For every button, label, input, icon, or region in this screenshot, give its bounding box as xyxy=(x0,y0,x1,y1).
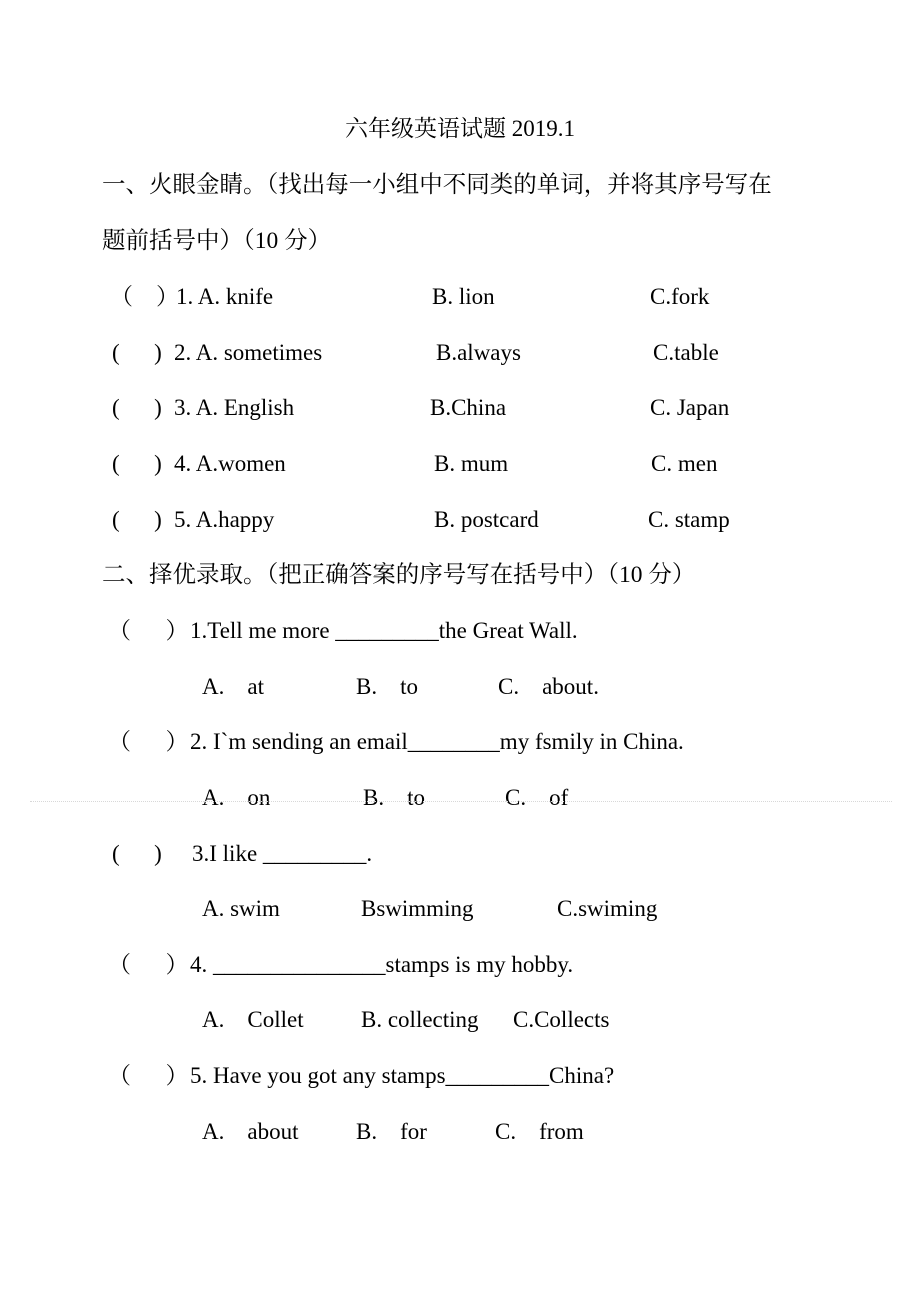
s2-q3-option-b: Bswimming xyxy=(361,896,474,921)
s2-q5-option-b: B. for xyxy=(356,1119,427,1144)
s1-q4-option-b: B. mum xyxy=(434,451,509,476)
s2-q4-text: 4. _______________stamps is my hobby. xyxy=(190,952,574,977)
s2-q3-option-a: A. swim xyxy=(202,896,280,921)
s1-q4-option-c: C. men xyxy=(651,451,718,476)
s1-q2-option-a: 2. A. sometimes xyxy=(174,340,323,365)
s1-q5-bracket: ( ) xyxy=(112,507,162,532)
s2-q3-text: 3.I like _________. xyxy=(192,841,373,866)
s1-q1-bracket: （ ） xyxy=(110,284,179,309)
page-divider xyxy=(30,801,892,802)
s1-q3-option-b: B.China xyxy=(430,395,507,420)
s2-q5-option-a: A. about xyxy=(202,1119,299,1144)
s2-q2-option-b: B. to xyxy=(363,785,425,810)
s2-q4-option-b: B. collecting xyxy=(361,1007,479,1032)
s1-q3-option-a: 3. A. English xyxy=(174,395,295,420)
s2-q5-bracket: （ ） xyxy=(108,1063,189,1088)
s1-q3-bracket: ( ) xyxy=(112,395,162,420)
s2-q4-option-c: C.Collects xyxy=(513,1007,610,1032)
s2-q3-bracket: ( ) xyxy=(112,841,162,866)
s1-q1-option-a: 1. A. knife xyxy=(176,284,274,309)
s2-q1-option-a: A. at xyxy=(202,674,264,699)
s1-q2-option-b: B.always xyxy=(436,340,521,365)
s1-q5-option-c: C. stamp xyxy=(648,507,730,532)
s1-q1-option-b: B. lion xyxy=(432,284,495,309)
s2-q1-option-c: C. about. xyxy=(498,674,599,699)
section2-heading: 二、择优录取。（把正确答案的序号写在括号中）（10 分） xyxy=(102,562,696,588)
s2-q1-option-b: B. to xyxy=(356,674,418,699)
s2-q3-option-c: C.swiming xyxy=(557,896,658,921)
s2-q2-option-c: C. of xyxy=(505,785,569,810)
section1-heading: 一、火眼金睛。（找出每一小组中不同类的单词，并将其序号写在 xyxy=(102,172,772,198)
s1-q5-option-a: 5. A.happy xyxy=(174,507,275,532)
section1-heading-cont: 题前括号中）（10 分） xyxy=(102,228,332,254)
s2-q1-bracket: （ ） xyxy=(108,618,189,643)
s2-q5-option-c: C. from xyxy=(495,1119,584,1144)
page-title: 六年级英语试题 2019.1 xyxy=(345,116,575,141)
s1-q4-option-a: 4. A.women xyxy=(174,451,286,476)
s1-q2-option-c: C.table xyxy=(653,340,719,365)
s2-q2-option-a: A. on xyxy=(202,785,271,810)
s2-q2-text: 2. I`m sending an email________my fsmily in China. xyxy=(190,729,684,754)
s1-q1-option-c: C.fork xyxy=(650,284,710,309)
s1-q4-bracket: ( ) xyxy=(112,451,162,476)
s2-q1-text: 1.Tell me more _________the Great Wall. xyxy=(190,618,578,643)
s2-q2-bracket: （ ） xyxy=(108,729,189,754)
s1-q5-option-b: B. postcard xyxy=(434,507,539,532)
s2-q5-text: 5. Have you got any stamps_________China? xyxy=(190,1063,615,1088)
s2-q4-option-a: A. Collet xyxy=(202,1007,304,1032)
s1-q3-option-c: C. Japan xyxy=(650,395,730,420)
s2-q4-bracket: （ ） xyxy=(108,952,189,977)
s1-q2-bracket: ( ) xyxy=(112,340,162,365)
